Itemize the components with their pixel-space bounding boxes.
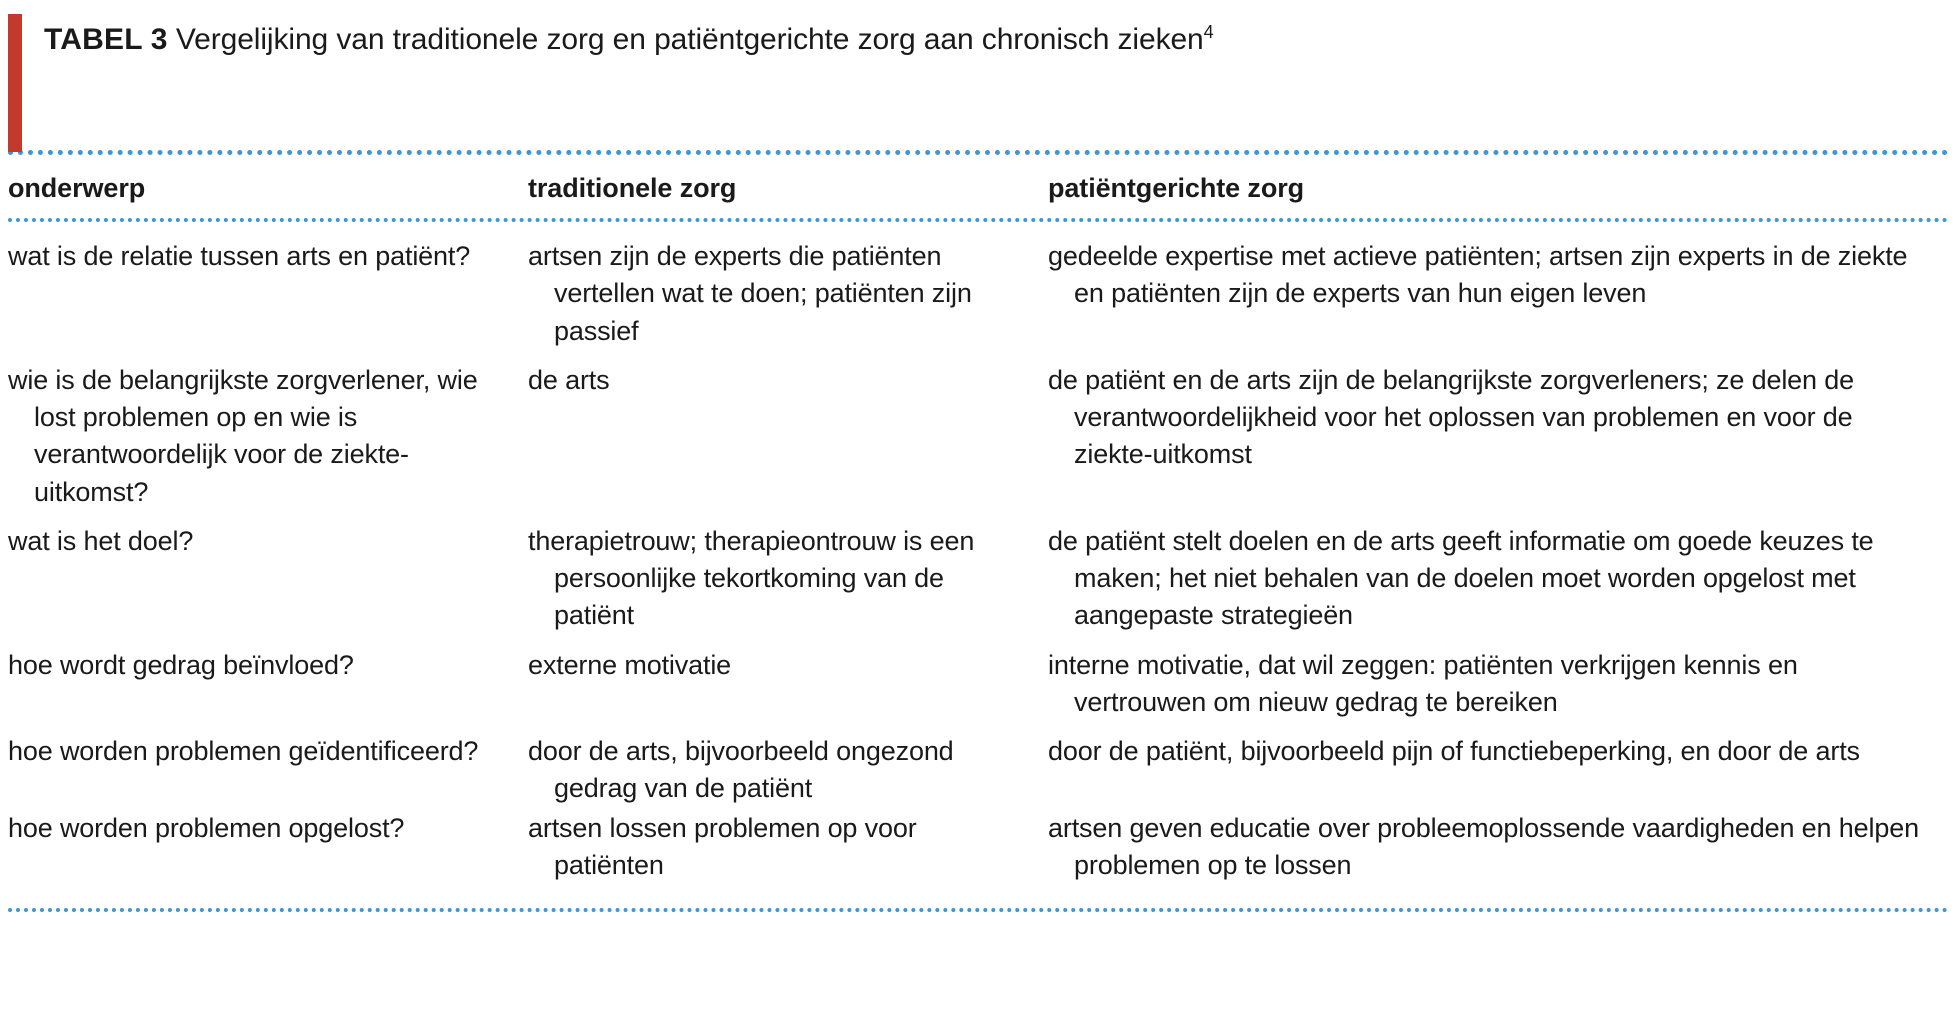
column-header-onderwerp: onderwerp <box>8 173 146 203</box>
cell-text: hoe worden problemen opgelost? <box>8 812 405 843</box>
cell-traditionele <box>528 810 1048 897</box>
table-label: TABEL 3 <box>44 23 168 56</box>
cell-patientgerichte <box>1048 222 1949 362</box>
table-caption <box>44 22 1214 58</box>
cell-text: de patiënt stelt doelen en de arts geeft informatie om goede keuzes te maken; het niet behalen van de doelen moet worden opgelost met aangepaste strategieën <box>1048 525 1874 631</box>
caption-sentence: Vergelijking van traditionele zorg en patiëntgerichte zorg aan chronisch zieken <box>175 23 1204 56</box>
cell-text: wat is de relatie tussen arts en patiënt? <box>8 241 471 271</box>
cell-onderwerp <box>8 222 528 362</box>
cell-patientgerichte <box>1048 810 1949 897</box>
rule-bottom <box>8 908 1949 912</box>
cell-patientgerichte <box>1048 647 1949 734</box>
cell-traditionele <box>528 222 1048 362</box>
cell-onderwerp <box>8 733 528 810</box>
cell-traditionele <box>528 523 1048 647</box>
table-row <box>8 523 1949 647</box>
cell-onderwerp <box>8 647 528 734</box>
header-row <box>8 155 1949 218</box>
table-caption-block <box>0 0 1957 150</box>
cell-text: hoe wordt gedrag beïnvloed? <box>8 649 354 680</box>
table-body <box>8 222 1949 896</box>
rule-bottom-wrap <box>0 896 1957 912</box>
table-row <box>8 647 1949 734</box>
cell-text: de arts <box>528 364 610 395</box>
table-head <box>8 155 1949 218</box>
caption-space <box>168 23 176 56</box>
cell-onderwerp <box>8 362 528 523</box>
cell-text: wat is het doel? <box>8 525 194 556</box>
cell-text: artsen lossen problemen op voor patiënten <box>528 812 917 880</box>
cell-text: therapietrouw; therapieontrouw is een persoonlijke tekortkoming van de patiënt <box>528 525 975 631</box>
cell-text: externe motivatie <box>528 649 732 680</box>
cell-text: de patiënt en de arts zijn de belangrijkste zorgverleners; ze delen de verantwoordelijkheid voor het oplossen van problemen en voor de ziekte-uitkomst <box>1048 364 1854 470</box>
cell-patientgerichte <box>1048 733 1949 810</box>
column-header-traditionele-zorg: traditionele zorg <box>528 173 737 203</box>
cell-onderwerp <box>8 810 528 897</box>
cell-text: interne motivatie, dat wil zeggen: patiënten verkrijgen kennis en vertrouwen om nieuw gedrag te bereiken <box>1048 649 1798 717</box>
comparison-table-body <box>8 222 1949 896</box>
table-row <box>8 733 1949 810</box>
table-row <box>8 362 1949 523</box>
cell-patientgerichte <box>1048 362 1949 523</box>
cell-traditionele <box>528 647 1048 734</box>
cell-text: gedeelde expertise met actieve patiënten; artsen zijn experts in de ziekte en patiënten zijn de experts van hun eigen leven <box>1048 241 1908 309</box>
cell-onderwerp <box>8 523 528 647</box>
table-row <box>8 810 1949 897</box>
caption-reference-superscript: 4 <box>1203 22 1214 42</box>
cell-text: hoe worden problemen geïdentificeerd? <box>8 736 479 766</box>
comparison-table <box>8 155 1949 218</box>
column-header-patientgerichte-zorg: patiëntgerichte zorg <box>1048 173 1305 203</box>
accent-bar <box>8 14 22 152</box>
cell-patientgerichte <box>1048 523 1949 647</box>
cell-traditionele <box>528 362 1048 523</box>
cell-text: door de patiënt, bijvoorbeeld pijn of functiebeperking, en door de arts <box>1048 736 1860 766</box>
cell-text: artsen geven educatie over probleemoplossende vaardigheden en helpen problemen op te lossen <box>1048 812 1919 880</box>
cell-traditionele <box>528 733 1048 810</box>
cell-text: wie is de belangrijkste zorgverlener, wie lost problemen op en wie is verantwoordelijk voor de ziekte-uitkomst? <box>8 364 478 507</box>
cell-text: door de arts, bijvoorbeeld ongezond gedrag van de patiënt <box>528 736 954 804</box>
cell-text: artsen zijn de experts die patiënten vertellen wat te doen; patiënten zijn passief <box>528 241 972 346</box>
table-row <box>8 222 1949 362</box>
